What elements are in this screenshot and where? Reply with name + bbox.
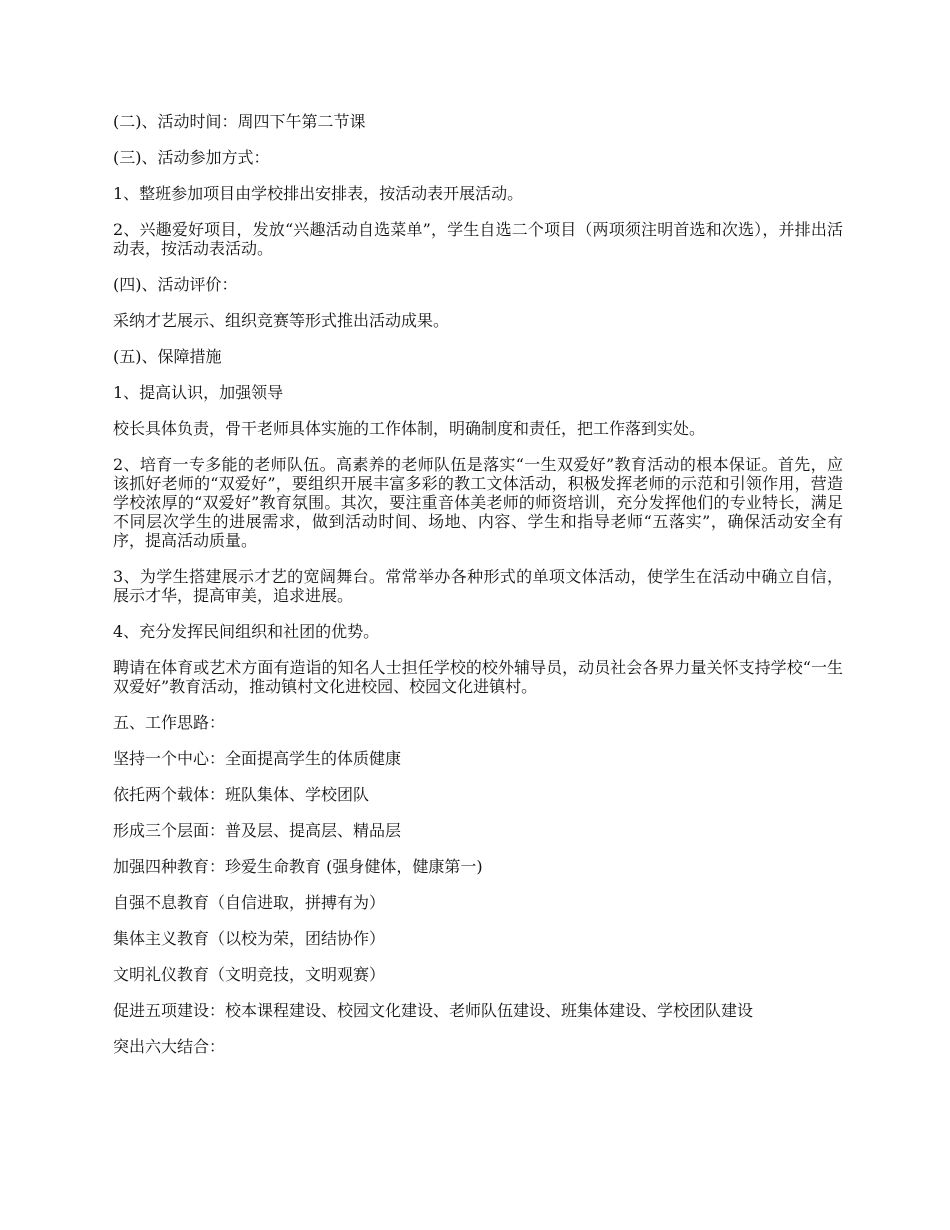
paragraph-one-center: 坚持一个中心：全面提高学生的体质健康 (113, 749, 402, 768)
paragraph-leadership-body: 校长具体负责，骨干老师具体实施的工作体制，明确制度和责任，把工作落到实处。 (113, 419, 706, 438)
paragraph-two-carriers: 依托两个载体：班队集体、学校团队 (113, 785, 370, 804)
paragraph-collectivism: 集体主义教育（以校为荣，团结协作） (113, 929, 386, 948)
paragraph-stage: 3、为学生搭建展示才艺的宽阔舞台。常常举办各种形式的单项文体活动，使学生在活动中确立自信，展示才华，提高审美，追求进展。 (113, 567, 843, 605)
document-body (113, 112, 843, 1073)
paragraph-activity-time: (二)、活动时间：周四下午第二节课 (113, 112, 366, 131)
paragraph-evaluation-heading: (四)、活动评价： (113, 275, 238, 294)
paragraph-work-ideas-heading: 五、工作思路： (113, 713, 226, 732)
paragraph-safeguards-heading: (五)、保障措施 (113, 347, 222, 366)
paragraph-etiquette: 文明礼仪教育（文明竞技，文明观赛） (113, 965, 386, 984)
paragraph-whole-class: 1、整班参加项目由学校排出安排表，按活动表开展活动。 (113, 184, 524, 203)
paragraph-self-improvement: 自强不息教育（自信进取，拼搏有为） (113, 893, 386, 912)
paragraph-teacher-team: 2、培育一专多能的老师队伍。高素养的老师队伍是落实“一生双爱好”教育活动的根本保证。首先，应该抓好老师的“双爱好”，要组织开展丰富多彩的教工文体活动，积极发挥老师的示范和引领作用，营造学校浓厚的“双爱好”教育氛围。其次，要注重音体美老师的师资培训，充分发挥他们的专业特长，满足不同层次学生的进展需求，做到活动时间、场地、内容、学生和指导老师“五落实”，确保活动安全有序，提高活动质量。 (113, 455, 843, 550)
paragraph-folk-organizations-heading: 4、充分发挥民间组织和社团的优势。 (113, 622, 380, 641)
paragraph-folk-organizations-body: 聘请在体育或艺术方面有造诣的知名人士担任学校的校外辅导员，动员社会各界力量关怀支持学校“一生双爱好”教育活动，推动镇村文化进校园、校园文化进镇村。 (113, 658, 843, 696)
paragraph-five-constructions: 促进五项建设：校本课程建设、校园文化建设、老师队伍建设、班集体建设、学校团队建设 (113, 1001, 754, 1020)
paragraph-interest-projects: 2、兴趣爱好项目，发放“兴趣活动自选菜单”，学生自选二个项目（两项须注明首选和次选），并排出活动表，按活动表活动。 (113, 220, 843, 258)
paragraph-six-combinations: 突出六大结合： (113, 1037, 226, 1056)
paragraph-leadership-heading: 1、提高认识，加强领导 (113, 383, 284, 402)
paragraph-three-levels: 形成三个层面：普及层、提高层、精品层 (113, 821, 402, 840)
paragraph-evaluation-body: 采纳才艺展示、组织竞赛等形式推出活动成果。 (113, 311, 450, 330)
paragraph-participation-heading: (三)、活动参加方式： (113, 148, 270, 167)
paragraph-four-educations: 加强四种教育：珍爱生命教育 (强身健体，健康第一) (113, 857, 483, 876)
